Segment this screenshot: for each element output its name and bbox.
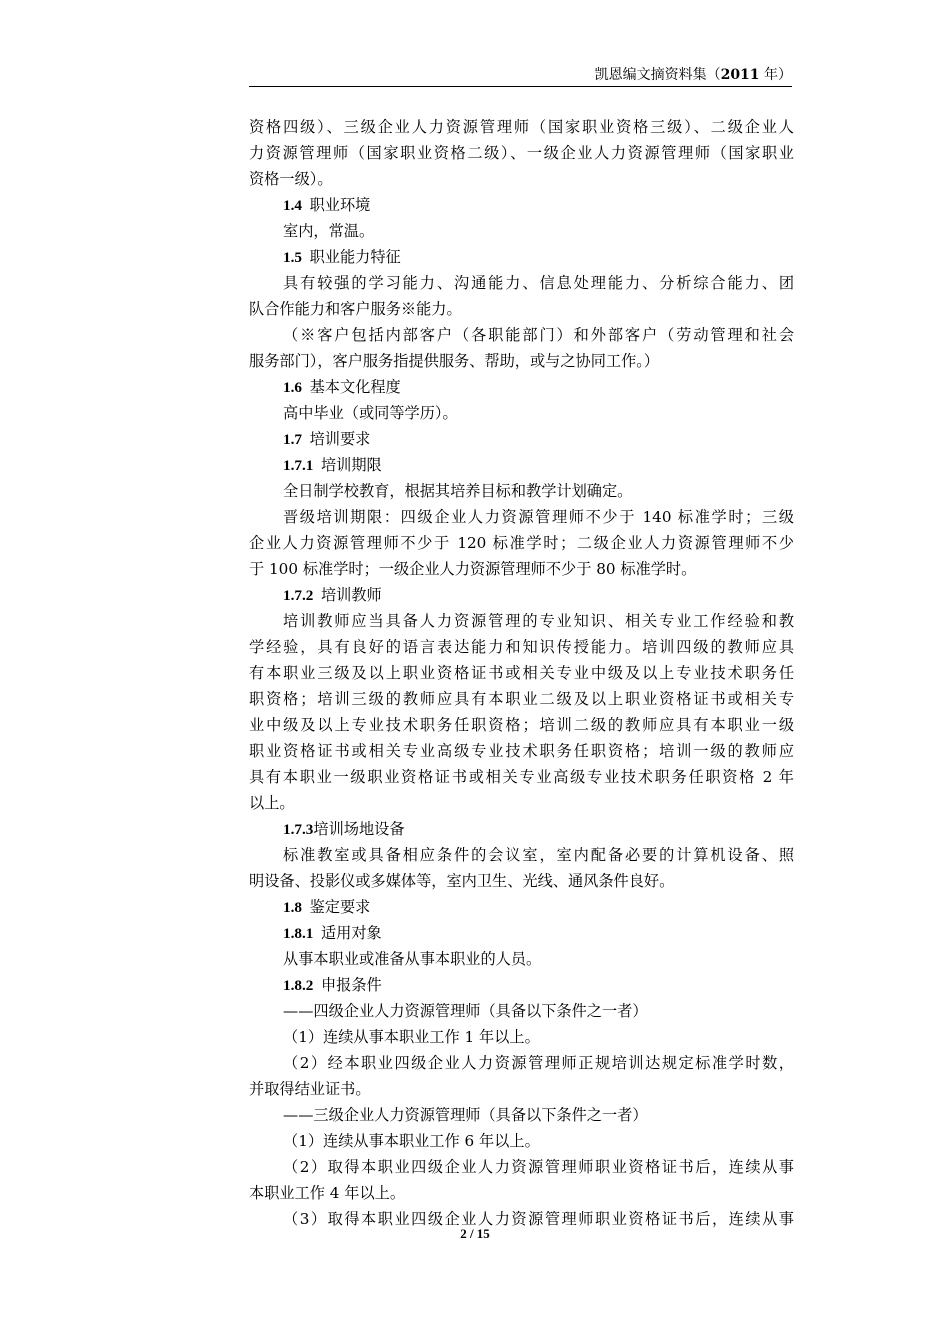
section-heading	[249, 894, 794, 920]
text-line	[249, 348, 794, 374]
section-number: 1.7.2	[283, 587, 314, 604]
text-line	[249, 400, 794, 426]
section-number: 1.8.1	[283, 925, 314, 942]
text-line	[249, 114, 794, 140]
line-text: ——四级企业人力资源管理师（具备以下条件之一者）	[283, 1002, 648, 1020]
line-text: 培训教师	[320, 586, 382, 604]
section-number: 1.7.3	[283, 821, 314, 838]
line-text: 职业能力特征	[309, 248, 401, 266]
line-text: 业中级及以上专业技术职务任职资格；培训二级的教师应具有本职业一级	[249, 716, 794, 734]
line-text: 有本职业三级及以上职业资格证书或相关专业中级及以上专业技术职务任	[249, 664, 794, 682]
line-text: 基本文化程度	[309, 378, 401, 396]
section-number: 1.8	[283, 899, 302, 916]
line-text: （2）取得本职业四级企业人力资源管理师职业资格证书后，连续从事	[283, 1158, 794, 1176]
text-line	[249, 738, 794, 764]
text-line	[249, 504, 794, 530]
text-line	[249, 790, 794, 816]
text-line	[249, 764, 794, 790]
section-heading	[249, 920, 794, 946]
line-text: 并取得结业证书。	[249, 1080, 371, 1098]
section-heading	[249, 452, 794, 478]
line-text: （1）连续从事本职业工作 6 年以上。	[283, 1132, 540, 1150]
line-text: 全日制学校教育，根据其培养目标和教学计划确定。	[283, 482, 633, 500]
line-text: 适用对象	[320, 924, 382, 942]
line-text: 以上。	[249, 794, 295, 812]
section-number: 1.7.1	[283, 457, 314, 474]
text-line	[249, 608, 794, 634]
line-text: 从事本职业或准备从事本职业的人员。	[283, 950, 542, 968]
line-text: 鉴定要求	[309, 898, 371, 916]
section-number: 1.4	[283, 197, 302, 214]
text-line	[249, 218, 794, 244]
text-line	[249, 556, 794, 582]
line-text: 具有本职业一级职业资格证书或相关专业高级专业技术职务任职资格 2 年	[249, 768, 794, 786]
line-text: 资格四级）、三级企业人力资源管理师（国家职业资格三级）、二级企业人	[249, 118, 794, 136]
section-heading	[249, 972, 794, 998]
line-text: 培训教师应当具备人力资源管理的专业知识、相关专业工作经验和教	[283, 612, 794, 630]
text-line	[249, 868, 794, 894]
section-heading	[249, 816, 794, 842]
line-text: （※客户包括内部客户（各职能部门）和外部客户（劳动管理和社会	[283, 326, 794, 344]
line-text: 晋级培训期限：四级企业人力资源管理师不少于 140 标准学时；三级	[283, 508, 794, 526]
section-number: 1.8.2	[283, 977, 314, 994]
text-line	[249, 634, 794, 660]
line-text: （2）经本职业四级企业人力资源管理师正规培训达规定标准学时数，	[283, 1054, 794, 1072]
text-line	[249, 1102, 794, 1128]
text-line	[249, 1076, 794, 1102]
section-heading	[249, 426, 794, 452]
text-line	[249, 322, 794, 348]
text-line	[249, 270, 794, 296]
line-text: 室内，常温。	[283, 222, 375, 240]
section-heading	[249, 374, 794, 400]
section-number: 1.5	[283, 249, 302, 266]
section-number: 1.7	[283, 431, 302, 448]
text-line	[249, 660, 794, 686]
text-line	[249, 1128, 794, 1154]
text-line	[249, 166, 794, 192]
document-body	[249, 114, 794, 1232]
text-line	[249, 1050, 794, 1076]
line-text: 高中毕业（或同等学历）。	[283, 404, 458, 422]
text-line	[249, 1024, 794, 1050]
text-line	[249, 1180, 794, 1206]
page-number: 2 / 15	[460, 1226, 490, 1241]
line-text: （1）连续从事本职业工作 1 年以上。	[283, 1028, 540, 1046]
section-heading	[249, 582, 794, 608]
header-prefix: 凯恩编文摘资料集（	[594, 67, 721, 83]
line-text: 具有较强的学习能力、沟通能力、信息处理能力、分析综合能力、团	[283, 274, 794, 292]
line-text: 培训期限	[320, 456, 382, 474]
text-line	[249, 140, 794, 166]
line-text: 学经验，具有良好的语言表达能力和知识传授能力。培训四级的教师应具	[249, 638, 794, 656]
line-text: 申报条件	[320, 976, 382, 994]
text-line	[249, 842, 794, 868]
line-text: ——三级企业人力资源管理师（具备以下条件之一者）	[283, 1106, 648, 1124]
header-year: 2011	[720, 67, 760, 83]
header-suffix: 年）	[759, 67, 792, 83]
text-line	[249, 296, 794, 322]
text-line	[249, 530, 794, 556]
line-text: 职业环境	[309, 196, 371, 214]
line-text: 培训要求	[309, 430, 371, 448]
text-line	[249, 478, 794, 504]
line-text: 标准教室或具备相应条件的会议室，室内配备必要的计算机设备、照	[283, 846, 794, 864]
line-text: 职资格；培训三级的教师应具有本职业二级及以上职业资格证书或相关专	[249, 690, 794, 708]
line-text: 职业资格证书或相关专业高级专业技术职务任职资格；培训一级的教师应	[249, 742, 794, 760]
line-text: 培训场地设备	[313, 820, 405, 838]
section-heading	[249, 244, 794, 270]
text-line	[249, 1154, 794, 1180]
line-text: 队合作能力和客户服务※能力。	[249, 300, 462, 318]
line-text: 力资源管理师（国家职业资格二级）、一级企业人力资源管理师（国家职业	[249, 144, 794, 162]
section-heading	[249, 192, 794, 218]
text-line	[249, 946, 794, 972]
line-text: 企业人力资源管理师不少于 120 标准学时；二级企业人力资源管理师不少	[249, 534, 794, 552]
text-line	[249, 998, 794, 1024]
section-number: 1.6	[283, 379, 302, 396]
text-line	[249, 712, 794, 738]
line-text: 于 100 标准学时；一级企业人力资源管理师不少于 80 标准学时。	[249, 560, 697, 578]
text-line	[249, 686, 794, 712]
line-text: 明设备、投影仪或多媒体等，室内卫生、光线、通风条件良好。	[249, 872, 675, 890]
line-text: 服务部门），客户服务指提供服务、帮助，或与之协同工作。）	[249, 352, 660, 370]
line-text: 本职业工作 4 年以上。	[249, 1184, 406, 1202]
line-text: （3）取得本职业四级企业人力资源管理师职业资格证书后，连续从事	[283, 1210, 794, 1228]
running-header	[249, 64, 792, 87]
line-text: 资格一级）。	[249, 170, 333, 188]
